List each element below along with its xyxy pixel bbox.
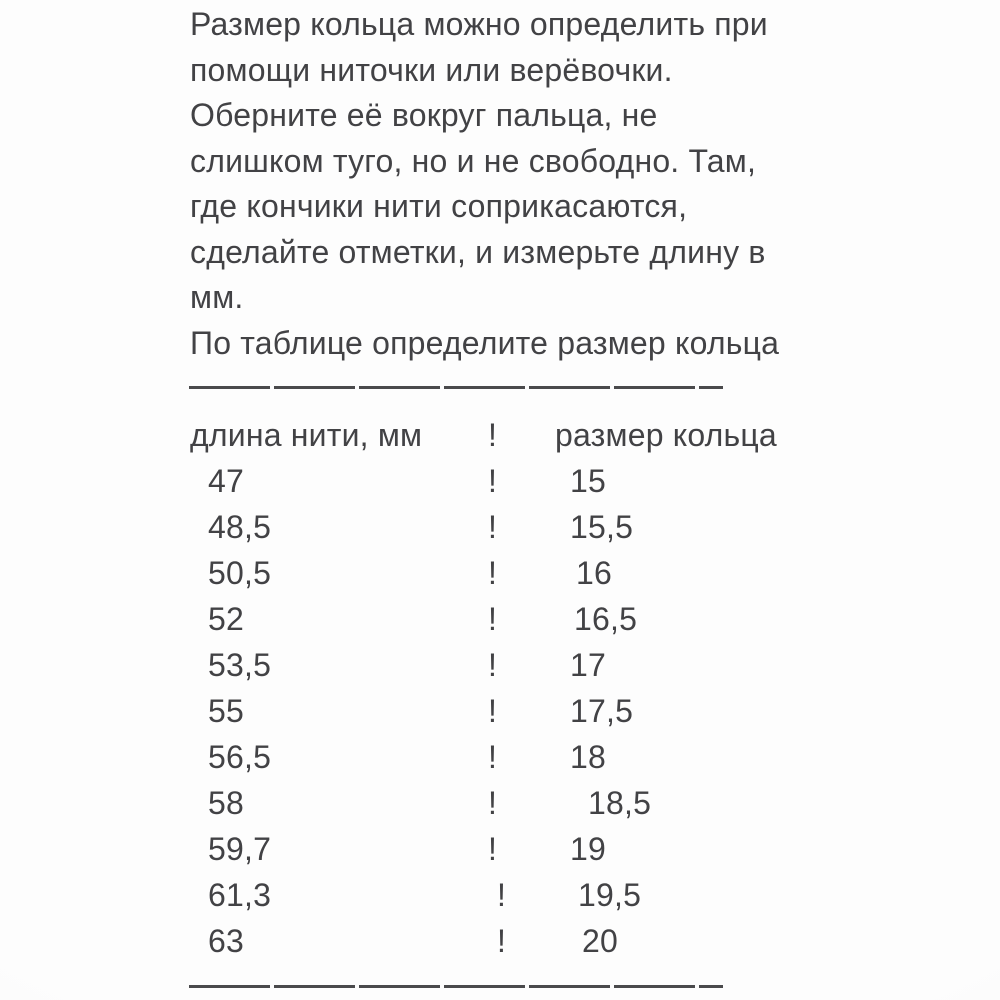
instructions-line: Размер кольца можно определить при bbox=[190, 6, 768, 42]
thread-length-value: 58 bbox=[208, 784, 244, 821]
instructions-paragraph bbox=[190, 2, 850, 366]
table-header-row bbox=[190, 412, 810, 458]
thread-length-value: 47 bbox=[208, 462, 244, 499]
instructions-line: По таблице определите размер кольца bbox=[190, 324, 780, 361]
thread-length-value: 48,5 bbox=[208, 508, 272, 545]
thread-length-value: 53,5 bbox=[208, 646, 272, 683]
dashed-divider-bottom bbox=[189, 985, 723, 988]
table-body bbox=[190, 458, 810, 964]
instructions-line: где кончики нити соприкасаются, bbox=[190, 188, 688, 224]
column-separator: ! bbox=[488, 416, 498, 453]
table-row bbox=[190, 688, 810, 734]
ring-size-table bbox=[190, 412, 810, 964]
thread-length-value: 50,5 bbox=[208, 554, 272, 591]
table-row bbox=[190, 550, 810, 596]
ring-size-value: 15,5 bbox=[570, 508, 634, 545]
thread-length-column-header: длина нити, мм bbox=[190, 416, 423, 453]
thread-length-value: 61,3 bbox=[208, 876, 272, 913]
column-separator: ! bbox=[497, 922, 507, 959]
thread-length-value: 63 bbox=[208, 922, 244, 959]
thread-length-value: 52 bbox=[208, 600, 244, 637]
ring-size-value: 18 bbox=[570, 738, 606, 775]
table-row bbox=[190, 918, 810, 964]
column-separator: ! bbox=[488, 830, 498, 867]
column-separator: ! bbox=[488, 784, 498, 821]
table-row bbox=[190, 826, 810, 872]
ring-size-value: 16 bbox=[576, 554, 612, 591]
thread-length-value: 56,5 bbox=[208, 738, 272, 775]
ring-size-value: 19 bbox=[570, 830, 606, 867]
ring-size-value: 20 bbox=[582, 922, 618, 959]
table-row bbox=[190, 596, 810, 642]
ring-size-value: 17 bbox=[570, 646, 606, 683]
table-row bbox=[190, 504, 810, 550]
column-separator: ! bbox=[488, 646, 498, 683]
instructions-line: сделайте отметки, и измерьте длину в bbox=[190, 233, 766, 270]
column-separator: ! bbox=[488, 462, 498, 499]
table-row bbox=[190, 642, 810, 688]
ring-size-column-header: размер кольца bbox=[555, 416, 777, 453]
column-separator: ! bbox=[488, 692, 498, 729]
table-row bbox=[190, 734, 810, 780]
column-separator: ! bbox=[488, 554, 498, 591]
column-separator: ! bbox=[488, 738, 498, 775]
column-separator: ! bbox=[497, 876, 507, 913]
instructions-line: Оберните её вокруг пальца, не bbox=[190, 97, 658, 133]
table-row bbox=[190, 780, 810, 826]
thread-length-value: 59,7 bbox=[208, 830, 272, 867]
ring-size-value: 15 bbox=[570, 462, 606, 499]
column-separator: ! bbox=[488, 600, 498, 637]
instructions-line: слишком туго, но и не свободно. Там, bbox=[190, 142, 757, 179]
column-separator: ! bbox=[488, 508, 498, 545]
dashed-divider-top bbox=[189, 386, 723, 389]
thread-length-value: 55 bbox=[208, 692, 244, 729]
instructions-line: помощи ниточки или верёвочки. bbox=[190, 51, 673, 88]
ring-size-value: 18,5 bbox=[588, 784, 652, 821]
ring-size-value: 19,5 bbox=[578, 876, 642, 913]
table-row bbox=[190, 458, 810, 504]
ring-size-value: 17,5 bbox=[570, 692, 634, 729]
ring-size-value: 16,5 bbox=[574, 600, 638, 637]
instructions-line: мм. bbox=[190, 279, 244, 315]
table-row bbox=[190, 872, 810, 918]
